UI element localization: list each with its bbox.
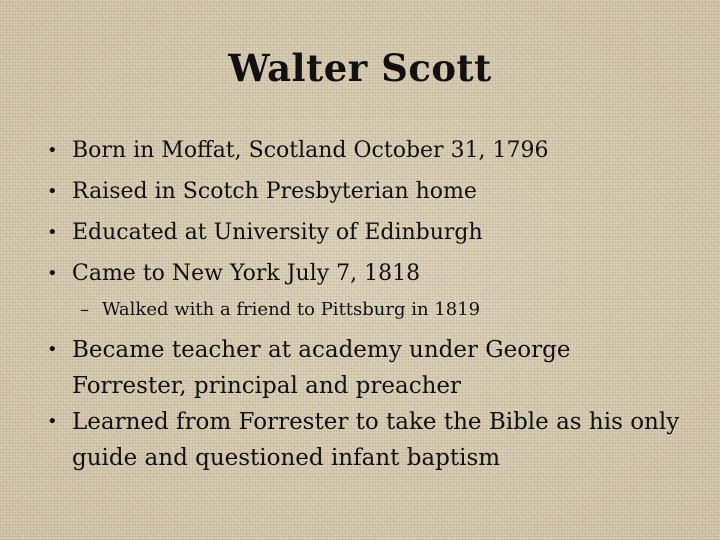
slide-title: Walter Scott <box>228 46 492 90</box>
bullet-icon: • <box>47 411 58 432</box>
bullet-item-educated <box>42 212 682 253</box>
bullet-item-teacher <box>42 332 682 404</box>
bullet-text: Became teacher at academy under George Forrester, principal and preacher <box>72 337 571 399</box>
bullet-icon: • <box>47 339 58 360</box>
bullet-text: Came to New York July 7, 1818 <box>72 261 421 286</box>
bullet-text: Educated at University of Edinburgh <box>72 220 483 245</box>
bullet-text: Born in Moffat, Scotland October 31, 1796 <box>72 138 549 163</box>
bullet-icon: • <box>47 222 58 243</box>
sub-bullet-text: Walked with a friend to Pittsburg in 1819 <box>102 299 481 320</box>
bullet-item-birth <box>42 130 682 171</box>
bullet-item-new-york <box>42 253 682 294</box>
bullet-icon: • <box>47 181 58 202</box>
bullet-text: Learned from Forrester to take the Bible as his only guide and questioned infant baptism <box>72 409 680 471</box>
bullet-icon: • <box>47 263 58 284</box>
bullet-icon: • <box>47 140 58 161</box>
bullet-text: Raised in Scotch Presbyterian home <box>72 179 477 204</box>
sub-bullet-item-pittsburg <box>42 294 682 326</box>
bullet-item-forrester <box>42 404 682 476</box>
dash-icon: – <box>80 299 89 320</box>
bullet-list <box>42 130 682 476</box>
bullet-item-raised <box>42 171 682 212</box>
